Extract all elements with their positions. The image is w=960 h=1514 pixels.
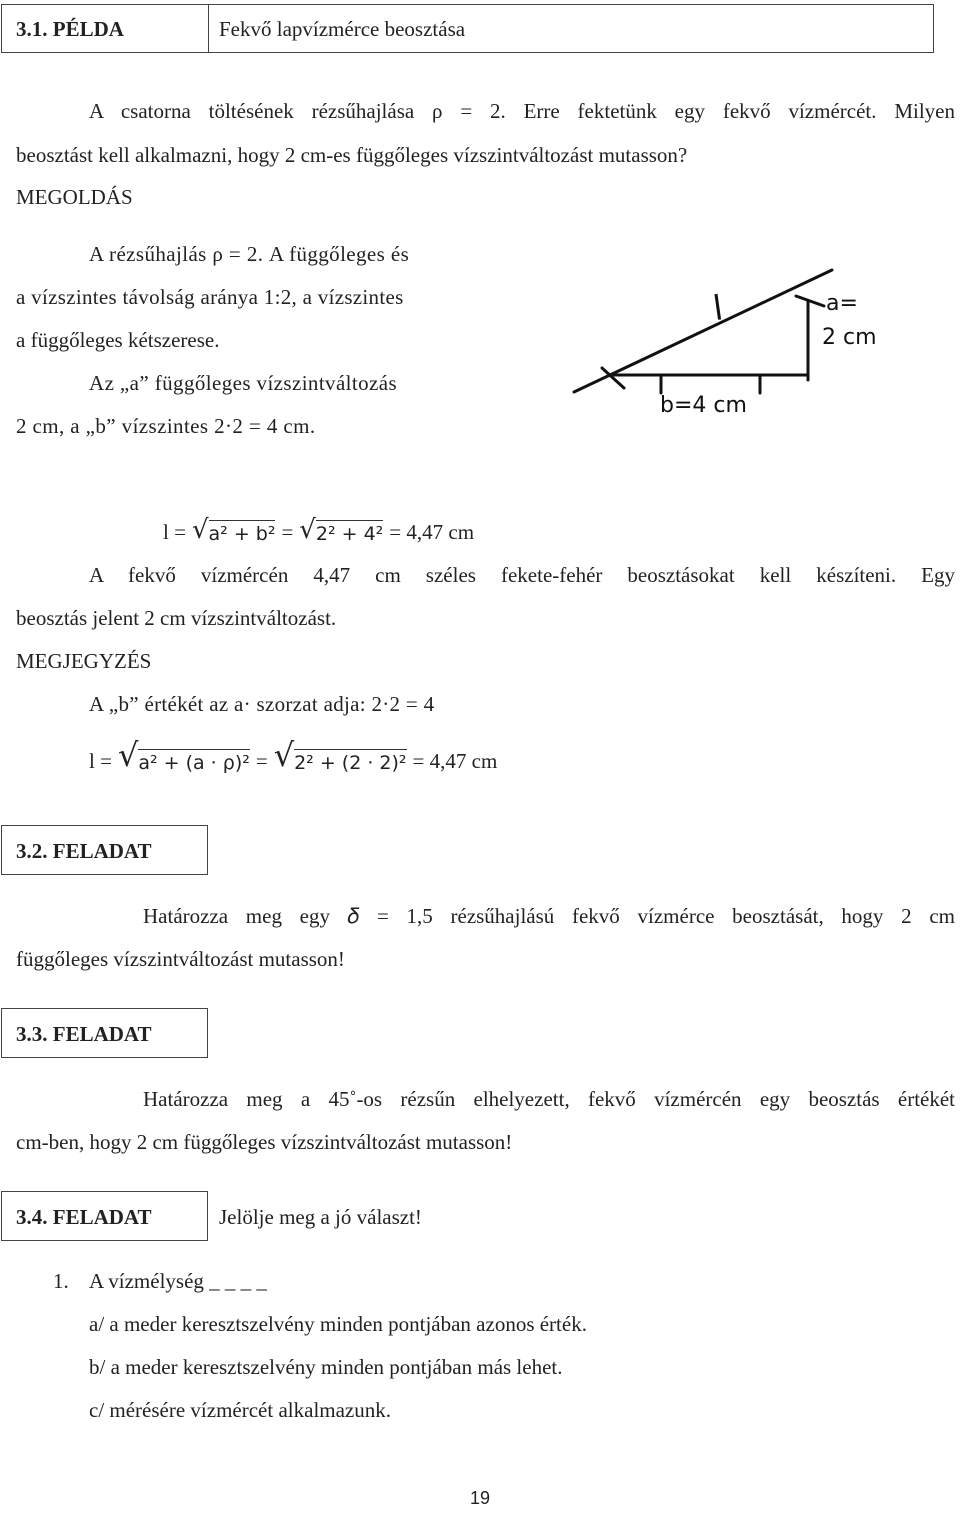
sketch-label-a: a= [826,291,858,316]
task-4-title: Jelölje meg a jó választ! [219,1205,422,1229]
formula-1 [163,515,474,545]
example-title: Fekvő lapvízmérce beosztása [219,17,466,41]
formula-1-sqrt-2: √ 2² + 4² [299,515,384,545]
note-line: A „b” értékét az a· szorzat adja: 2·2 = 4 [89,692,435,716]
formula-2-radicand-1: a² + (a · ρ)² [138,749,250,774]
sketch-label-l: l [710,288,726,330]
sketch-label-a-value: 2 cm [822,325,877,350]
formula-2-result: = 4,47 cm [412,749,498,773]
formula-1-result: = 4,47 cm [389,520,475,544]
task-3-number: 3.3. FELADAT [16,1022,152,1046]
formula-2-sqrt-2: √ 2² + (2 · 2)² [273,736,407,774]
example-number: 3.1. PÉLDA [16,17,124,41]
solution-line-1: A rézsűhajlás ρ = 2. A függőleges és [89,242,410,266]
question-text: A vízmélység _ _ _ _ [89,1269,267,1293]
problem-line-2: beosztást kell alkalmazni, hogy 2 cm-es függőleges vízszintváltozást mutasson? [16,143,688,167]
problem-line-1: A csatorna töltésének rézsűhajlása ρ = 2. Erre fektetünk egy fekvő vízmércét. Milyen [89,99,955,123]
formula-2 [89,736,497,774]
answer-option-a: a/ a meder keresztszelvény minden pontjában azonos érték. [89,1312,587,1336]
sketch-label-b: b=4 cm [660,393,747,418]
formula-1-eq: = [281,520,294,544]
answer-option-b: b/ a meder keresztszelvény minden pontjában más lehet. [89,1355,563,1379]
task-3-line-2: cm-ben, hogy 2 cm függőleges vízszintváltozást mutasson! [16,1130,513,1154]
solution-heading: MEGOLDÁS [16,185,133,209]
solution-line-4: Az „a” függőleges vízszintváltozás [89,371,398,395]
result-line-2: beosztás jelent 2 cm vízszintváltozást. [16,606,337,630]
formula-1-lhs: l = [163,520,186,544]
solution-line-2: a vízszintes távolság aránya 1:2, a vízszintes [16,285,404,309]
formula-2-eq: = [255,749,268,773]
task-4-number: 3.4. FELADAT [16,1205,152,1229]
formula-2-sqrt-1: √ a² + (a · ρ)² [117,736,250,774]
formula-2-radicand-2: 2² + (2 · 2)² [294,749,406,774]
solution-line-3: a függőleges kétszerese. [16,328,220,352]
task-3-line-1: Határozza meg a 45˚-os rézsűn elhelyezett, fekvő vízmércén egy beosztás értékét [143,1087,955,1111]
page-number: 19 [469,1488,491,1508]
task-2-line-2: függőleges vízszintváltozást mutasson! [16,947,345,971]
question-number: 1. [53,1269,69,1293]
formula-2-lhs: l = [89,749,112,773]
note-heading: MEGJEGYZÉS [16,649,152,673]
formula-1-sqrt-1: √ a² + b² [191,515,276,545]
answer-option-c: c/ mérésére vízmércét alkalmazunk. [89,1398,391,1422]
formula-1-radicand-1: a² + b² [209,520,276,545]
solution-line-5: 2 cm, a „b” vízszintes 2·2 = 4 cm. [16,414,316,438]
triangle-sketch [566,262,886,427]
task-2-line-1: Határozza meg egy 𝛿 = 1,5 rézsűhajlású fekvő vízmérce beosztását, hogy 2 cm [143,904,955,928]
task-2-number: 3.2. FELADAT [16,839,152,863]
formula-1-radicand-2: 2² + 4² [316,520,383,545]
result-line-1: A fekvő vízmércén 4,47 cm széles fekete-fehér beosztásokat kell készíteni. Egy [89,563,955,587]
